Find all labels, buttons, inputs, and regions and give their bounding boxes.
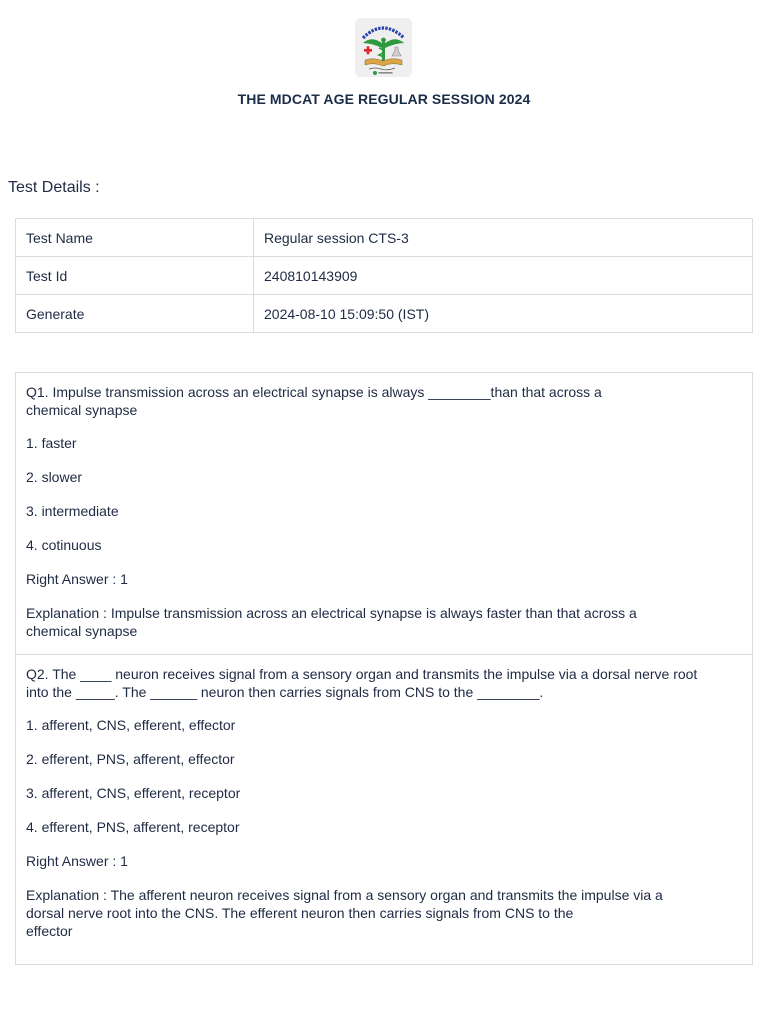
explanation-line: dorsal nerve root into the CNS. The efferent neuron then carries signals from CNS to the [26,905,574,921]
question-text-line: Q2. The ____ neuron receives signal from a sensory organ and transmits the impulse via a dorsal nerve root [26,666,698,682]
generate-label: Generate [16,295,254,333]
table-row [16,295,753,333]
caduceus-logo-icon [355,18,412,77]
option-4: 4. efferent, PNS, afferent, receptor [26,819,240,835]
right-answer: Right Answer : 1 [26,571,128,587]
explanation [26,604,742,640]
option-3: 3. afferent, CNS, efferent, receptor [26,785,241,801]
questions-container [15,372,753,965]
question-text-line: into the _____. The ______ neuron then carries signals from CNS to the ________. [26,684,544,700]
test-details-table [15,218,753,333]
test-id-value: 240810143909 [254,257,753,295]
option-4: 4. cotinuous [26,537,102,553]
page-title: THE MDCAT AGE REGULAR SESSION 2024 [237,91,531,107]
explanation-line: effector [26,923,73,939]
explanation-line: Explanation : The afferent neuron receives signal from a sensory organ and transmits the impulse via a [26,887,663,903]
explanation-line: chemical synapse [26,623,138,639]
question-text [26,383,742,419]
test-id-label: Test Id [16,257,254,295]
option-3: 3. intermediate [26,503,119,519]
option-2: 2. slower [26,469,83,485]
question-text-line: chemical synapse [26,402,138,418]
question-text [26,665,742,701]
option-1: 1. afferent, CNS, efferent, effector [26,717,236,733]
explanation [26,886,742,940]
explanation-line: Explanation : Impulse transmission across an electrical synapse is always faster than that across a [26,605,637,621]
test-details-heading: Test Details : [8,179,100,196]
test-name-value: Regular session CTS-3 [254,219,753,257]
table-row [16,219,753,257]
generate-value: 2024-08-10 15:09:50 (IST) [254,295,753,333]
question-1 [16,373,752,655]
question-text-line: Q1. Impulse transmission across an electrical synapse is always ________than that across a [26,384,602,400]
option-1: 1. faster [26,435,77,451]
test-name-label: Test Name [16,219,254,257]
right-answer: Right Answer : 1 [26,853,128,869]
table-row [16,257,753,295]
question-2 [16,655,752,964]
option-2: 2. efferent, PNS, afferent, effector [26,751,235,767]
